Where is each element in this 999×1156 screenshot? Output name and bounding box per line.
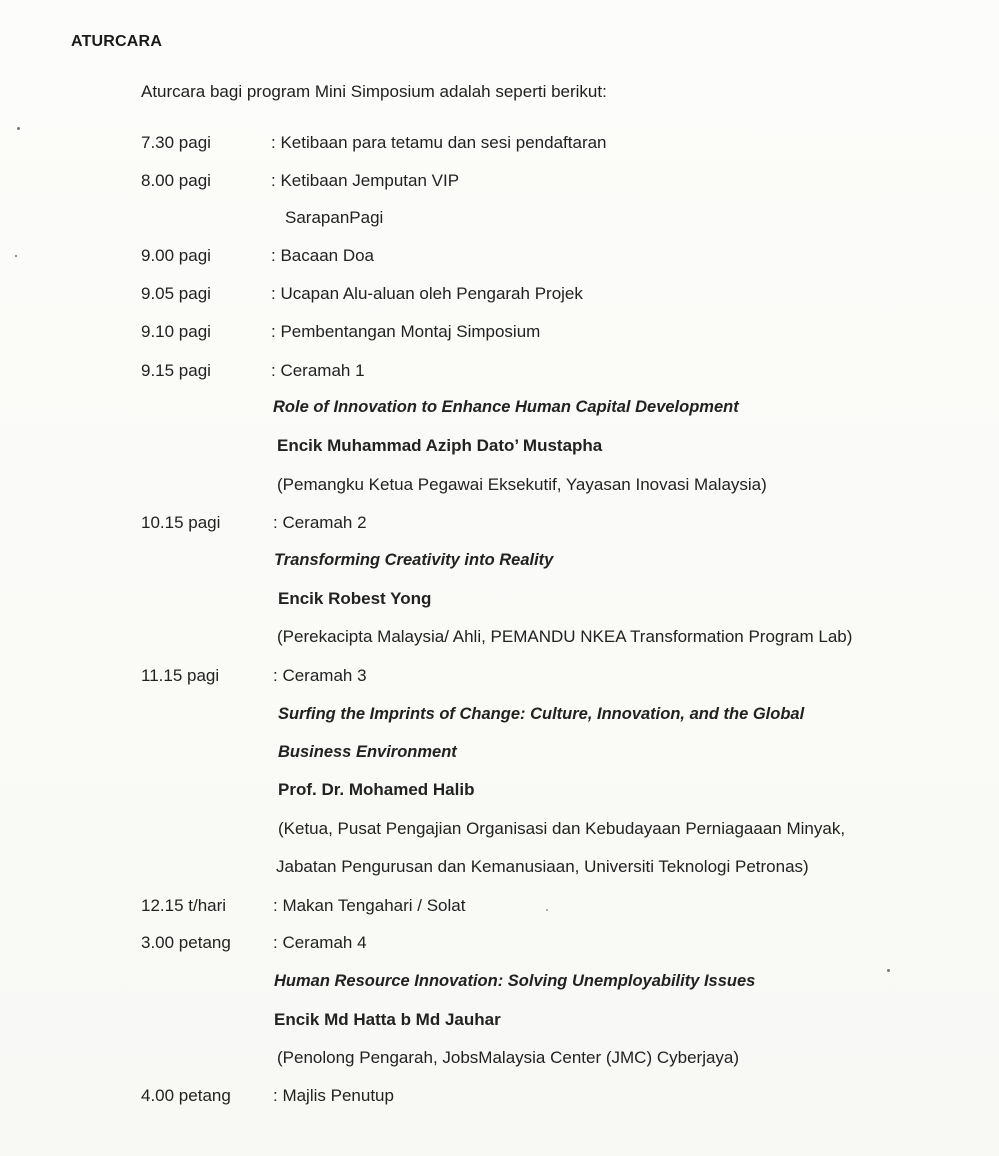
document-heading: ATURCARA xyxy=(71,33,163,50)
scan-speck xyxy=(887,969,890,972)
schedule-time: 12.15 t/hari xyxy=(141,896,227,915)
schedule-item: : Pembentangan Montaj Simposium xyxy=(271,322,541,341)
schedule-time: 3.00 petang xyxy=(141,933,231,952)
talk-title-continued: Business Environment xyxy=(278,743,457,761)
speaker-affiliation: (Penolong Pengarah, JobsMalaysia Center (JMC) Cyberjaya) xyxy=(277,1048,740,1067)
talk-title: Human Resource Innovation: Solving Unemployability Issues xyxy=(274,972,756,990)
schedule-item: : Ceramah 1 xyxy=(271,361,365,380)
schedule-time: 4.00 petang xyxy=(141,1086,231,1105)
speaker-affiliation: (Pemangku Ketua Pegawai Eksekutif, Yayasan Inovasi Malaysia) xyxy=(277,475,767,494)
talk-title: Surfing the Imprints of Change: Culture, Innovation, and the Global xyxy=(278,705,805,723)
schedule-subitem: SarapanPagi xyxy=(285,208,384,227)
speaker-affiliation: (Perekacipta Malaysia/ Ahli, PEMANDU NKEA Transformation Program Lab) xyxy=(277,627,853,646)
schedule-time: 10.15 pagi xyxy=(141,513,221,532)
scan-speck xyxy=(15,255,17,257)
speaker-name: Encik Muhammad Aziph Dato’ Mustapha xyxy=(277,436,603,455)
schedule-time: 9.05 pagi xyxy=(141,284,211,303)
schedule-item: : Ceramah 2 xyxy=(273,513,367,532)
schedule-time: 9.10 pagi xyxy=(141,322,211,341)
schedule-time: 8.00 pagi xyxy=(141,171,211,190)
scan-speck xyxy=(546,909,548,911)
speaker-name: Encik Md Hatta b Md Jauhar xyxy=(274,1010,501,1029)
schedule-item: : Ceramah 3 xyxy=(273,666,367,685)
schedule-item: : Ketibaan para tetamu dan sesi pendaftaran xyxy=(271,133,607,152)
speaker-name: Encik Robest Yong xyxy=(278,589,432,608)
speaker-name: Prof. Dr. Mohamed Halib xyxy=(278,780,475,799)
schedule-time: 9.00 pagi xyxy=(141,246,211,265)
schedule-time: 9.15 pagi xyxy=(141,361,211,380)
schedule-item: : Makan Tengahari / Solat xyxy=(273,896,466,915)
schedule-time: 7.30 pagi xyxy=(141,133,211,152)
talk-title: Role of Innovation to Enhance Human Capital Development xyxy=(273,398,739,416)
schedule-item: : Ucapan Alu-aluan oleh Pengarah Projek xyxy=(271,284,583,303)
talk-title: Transforming Creativity into Reality xyxy=(274,551,554,569)
speaker-affiliation: (Ketua, Pusat Pengajian Organisasi dan Kebudayaan Perniagaaan Minyak, xyxy=(278,819,846,838)
intro-text: Aturcara bagi program Mini Simposium adalah seperti berikut: xyxy=(141,82,607,101)
scan-speck xyxy=(17,127,20,130)
schedule-item: : Majlis Penutup xyxy=(273,1086,394,1105)
speaker-affiliation-continued: Jabatan Pengurusan dan Kemanusiaan, Universiti Teknologi Petronas) xyxy=(276,857,809,876)
schedule-item: : Bacaan Doa xyxy=(271,246,375,265)
schedule-item: : Ceramah 4 xyxy=(273,933,367,952)
schedule-time: 11.15 pagi xyxy=(141,666,220,685)
schedule-item: : Ketibaan Jemputan VIP xyxy=(271,171,460,190)
